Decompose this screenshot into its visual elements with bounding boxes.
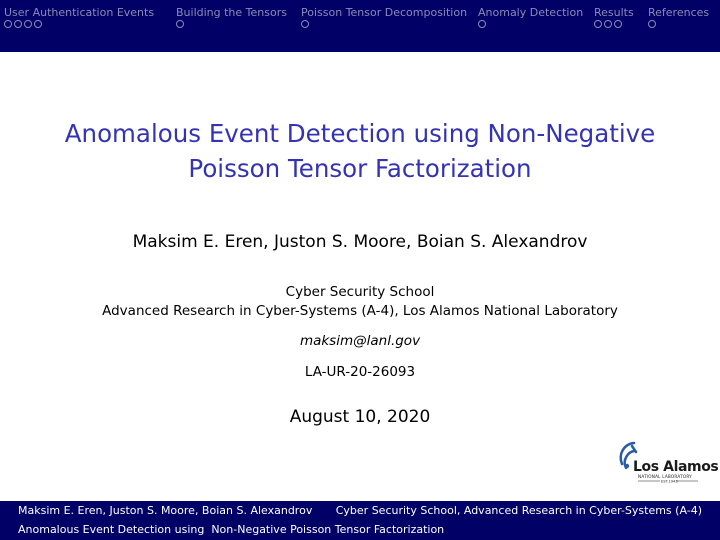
nav-subsection-dots <box>594 20 624 30</box>
nav-subsection-dots <box>176 20 186 30</box>
nav-subsection-dots <box>478 20 488 30</box>
title-line-1: Anomalous Event Detection using Non-Negative <box>64 119 656 148</box>
nav-section-label[interactable]: User Authentication Events <box>4 6 155 19</box>
institute-line-1: Cyber Security School <box>285 284 435 300</box>
nav-section-label[interactable]: References <box>648 6 710 19</box>
nav-section-label[interactable]: Poisson Tensor Decomposition <box>301 6 468 19</box>
authors: Maksim E. Eren, Juston S. Moore, Boian S. Alexandrov <box>132 232 588 252</box>
nav-section-label[interactable]: Anomaly Detection <box>478 6 584 19</box>
contact-email: maksim@lanl.gov <box>299 333 421 349</box>
footer-institute: Cyber Security School, Advanced Research in Cyber-Systems (A-4) <box>335 504 702 517</box>
footer-author-bar <box>0 501 720 520</box>
subsection-dot[interactable] <box>478 20 486 28</box>
subsection-dot[interactable] <box>34 20 42 28</box>
nav-subsection-dots <box>648 20 658 30</box>
report-number: LA-UR-20-26093 <box>304 364 416 380</box>
top-navigation-bar <box>0 0 720 52</box>
institute-line-2: Advanced Research in Cyber-Systems (A-4), Los Alamos National Laboratory <box>102 303 618 319</box>
institute <box>20 283 700 321</box>
subsection-dot[interactable] <box>24 20 32 28</box>
subsection-dot[interactable] <box>594 20 602 28</box>
section-navigation <box>0 0 720 34</box>
subsection-dot[interactable] <box>604 20 612 28</box>
subsection-dot[interactable] <box>301 20 309 28</box>
footer-short-title: Anomalous Event Detection using Non-Negative Poisson Tensor Factorization <box>18 523 445 536</box>
subsection-dot[interactable] <box>4 20 12 28</box>
title-line-2: Poisson Tensor Factorization <box>188 154 532 183</box>
footer-title-bar <box>0 520 720 540</box>
logo-established: EST.1943 <box>661 479 678 484</box>
subsection-dot[interactable] <box>614 20 622 28</box>
nav-section-label[interactable]: Results <box>594 6 634 19</box>
logo-wordmark: Los Alamos <box>633 459 719 475</box>
logo-subtitle: NATIONAL LABORATORY <box>638 474 692 479</box>
subsection-dot[interactable] <box>648 20 656 28</box>
los-alamos-logo <box>616 440 719 486</box>
los-alamos-logo-icon <box>616 440 719 486</box>
nav-section-label[interactable]: Building the Tensors <box>176 6 287 19</box>
subsection-dot[interactable] <box>14 20 22 28</box>
presentation-title <box>20 116 700 186</box>
nav-subsection-dots <box>4 20 44 30</box>
presentation-date: August 10, 2020 <box>289 407 431 427</box>
subsection-dot[interactable] <box>176 20 184 28</box>
footer-authors: Maksim E. Eren, Juston S. Moore, Boian S. Alexandrov <box>18 504 313 517</box>
nav-subsection-dots <box>301 20 311 30</box>
